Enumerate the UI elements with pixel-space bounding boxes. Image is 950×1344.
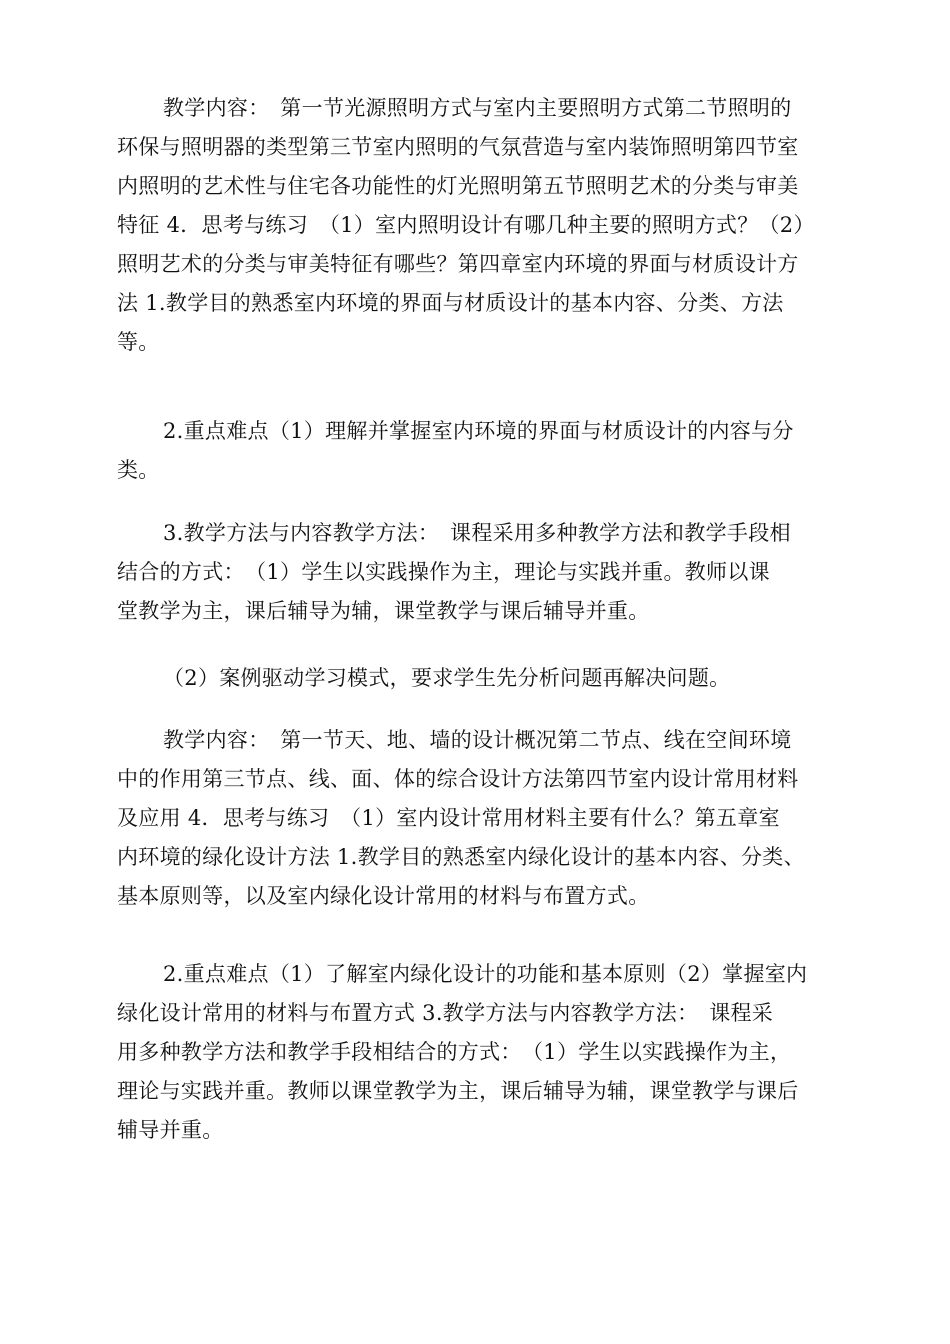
- text-line: 特征 4．思考与练习 （1）室内照明设计有哪几种主要的照明方式？（2）: [117, 213, 815, 237]
- text-line: 2.重点难点（1）了解室内绿化设计的功能和基本原则（2）掌握室内: [163, 962, 808, 986]
- text-line: （2）案例驱动学习模式，要求学生先分析问题再解决问题。: [163, 666, 731, 690]
- text-line: 照明艺术的分类与审美特征有哪些？第四章室内环境的界面与材质设计方: [117, 252, 799, 276]
- paragraph-greening-key-points: [117, 955, 857, 1150]
- text-line: 教学内容： 第一节光源照明方式与室内主要照明方式第二节照明的: [163, 96, 792, 120]
- text-line: 绿化设计常用的材料与布置方式 3.教学方法与内容教学方法： 课程采: [117, 1001, 774, 1025]
- text-line: 理论与实践并重。教师以课堂教学为主，课后辅导为辅，课堂教学与课后: [117, 1079, 799, 1103]
- text-line: 3.教学方法与内容教学方法： 课程采用多种教学方法和教学手段相: [163, 521, 791, 545]
- paragraph-lighting-content: [117, 89, 857, 362]
- paragraph-case-driven: [117, 659, 857, 698]
- text-line: 环保与照明器的类型第三节室内照明的气氛营造与室内装饰照明第四节室: [117, 135, 799, 159]
- text-line: 内环境的绿化设计方法 1.教学目的熟悉室内绿化设计的基本内容、分类、: [117, 845, 805, 869]
- text-line: 等。: [117, 330, 160, 354]
- text-line: 中的作用第三节点、线、面、体的综合设计方法第四节室内设计常用材料: [117, 767, 799, 791]
- text-line: 结合的方式： （1）学生以实践操作为主，理论与实践并重。教师以课: [117, 560, 770, 584]
- text-line: 类。: [117, 458, 160, 482]
- text-line: 基本原则等，以及室内绿化设计常用的材料与布置方式。: [117, 884, 650, 908]
- paragraph-teaching-method-ch4: [117, 514, 857, 631]
- text-line: 法 1.教学目的熟悉室内环境的界面与材质设计的基本内容、分类、方法: [117, 291, 784, 315]
- paragraph-key-points-ch4: [117, 412, 857, 490]
- text-line: 堂教学为主，课后辅导为辅，课堂教学与课后辅导并重。: [117, 599, 650, 623]
- text-line: 教学内容： 第一节天、地、墙的设计概况第二节点、线在空间环境: [163, 728, 792, 752]
- text-line: 内照明的艺术性与住宅各功能性的灯光照明第五节照明艺术的分类与审美: [117, 174, 799, 198]
- paragraph-surface-content: [117, 721, 857, 916]
- text-line: 2.重点难点（1）理解并掌握室内环境的界面与材质设计的内容与分: [163, 419, 794, 443]
- text-line: 辅导并重。: [117, 1118, 224, 1142]
- text-line: 用多种教学方法和教学手段相结合的方式： （1）学生以实践操作为主，: [117, 1040, 792, 1064]
- text-line: 及应用 4．思考与练习 （1）室内设计常用材料主要有什么？第五章室: [117, 806, 780, 830]
